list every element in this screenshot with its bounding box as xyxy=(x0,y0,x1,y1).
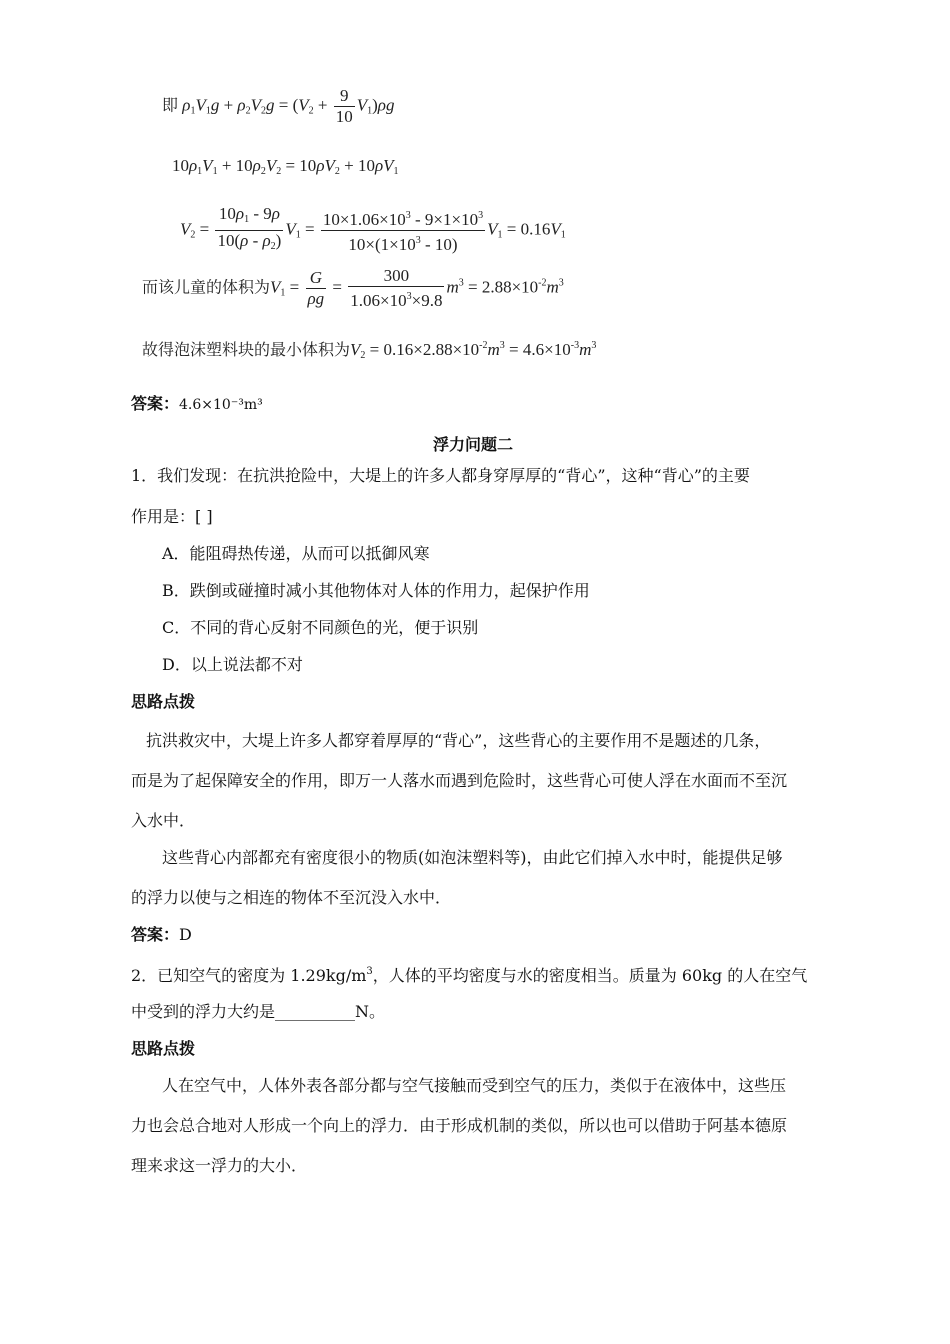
q1-hint-p1-line-3: 入水中． xyxy=(131,811,196,830)
q1-hint-p1-line-1: 抗洪救灾中，大堤上许多人都穿着厚厚的“背心”，这些背心的主要作用不是题述的几条， xyxy=(146,731,771,750)
q1-hint-p2-line-1: 这些背心内部都充有密度很小的物质(如泡沫塑料等)，由此它们掉入水中时，能提供足够 xyxy=(162,848,783,867)
equation-1-prefix: 即 xyxy=(162,95,179,115)
equation-3: $V_2$ = $\frac{10\rho_1 - 9\rho}{10(\rho - \rho_2)}$ $V_1$ = $\frac{10\times 1.06\times 10^3 - 9\times 1\times 10^3}{10\times(1\times 10^3 - 10)}$ $V_1 = 0.16V_1$ xyxy=(180,204,566,254)
q1-hint-p1-line-2: 而是为了起保障安全的作用，即万一人落水而遇到危险时，这些背心可使人浮在水面而不至沉 xyxy=(131,771,788,790)
answer-1-value: 4.6×10⁻³m³ xyxy=(179,397,263,413)
equation-2: $10\rho_1V_1 + 10\rho_2V_2 = 10\rho V_2 + 10\rho V_1$ xyxy=(172,156,399,177)
q2-line-1-sup: 3 xyxy=(366,966,373,977)
q2-line-2: 中受到的浮力大约是__________N。 xyxy=(131,1002,386,1021)
q1-line-2: 作用是：[ ] xyxy=(131,507,213,526)
q1-option-c: C．不同的背心反射不同颜色的光，便于识别 xyxy=(162,618,479,637)
q1-line-1: 1．我们发现：在抗洪抢险中，大堤上的许多人都身穿厚厚的“背心”，这种“背心”的主要 xyxy=(131,466,750,485)
q2-hint-line-1: 人在空气中，人体外表各部分都与空气接触而受到空气的压力，类似于在液体中，这些压 xyxy=(162,1076,787,1095)
q1-answer-value: D xyxy=(179,925,192,944)
answer-1-label: 答案： xyxy=(131,394,180,413)
equation-5-prefix: 故得泡沫塑料块的最小体积为 xyxy=(142,340,351,359)
equation-4-prefix: 而该儿童的体积为 xyxy=(142,277,271,297)
q2-hint-line-2: 力也会总合地对人形成一个向上的浮力．由于形成机制的类似，所以也可以借助于阿基本德原 xyxy=(131,1116,788,1135)
q1-hint-label: 思路点拨 xyxy=(131,692,196,711)
q1-answer-label: 答案： xyxy=(131,925,180,944)
q2-line-1-b: ，人体的平均密度与水的密度相当。质量为 60kg 的人在空气 xyxy=(372,966,808,985)
q2-line-1-a: 2．已知空气的密度为 1.29kg/m xyxy=(131,966,367,985)
q2-hint-line-3: 理来求这一浮力的大小． xyxy=(131,1156,308,1175)
equation-1: 即 $\rho_1V_1g + \rho_2V_2g = (V_2$ + $\frac{9}{10}$ $V_1)\rho g$ xyxy=(162,86,395,126)
q1-option-b: B．跌倒或碰撞时减小其他物体对人体的作用力，起保护作用 xyxy=(162,581,590,600)
q1-option-d: D．以上说法都不对 xyxy=(162,655,303,674)
q1-answer xyxy=(131,925,192,945)
answer-1 xyxy=(131,394,263,415)
q1-hint-p2-line-2: 的浮力以使与之相连的物体不至沉没入水中． xyxy=(131,888,452,907)
q2-line-1 xyxy=(131,962,807,986)
q1-option-a: A．能阻碍热传递，从而可以抵御风寒 xyxy=(162,544,430,563)
q2-hint-label: 思路点拨 xyxy=(131,1039,196,1058)
equation-5: 故得泡沫塑料块的最小体积为$V_2 = 0.16\times 2.88\times 10^{-2}m^3 = 4.6\times 10^{-3}m^3$ xyxy=(142,340,597,361)
section-title: 浮力问题二 xyxy=(433,435,514,454)
equation-4: 而该儿童的体积为$V_1$ = $\frac{G}{\rho g}$ = $\frac{300}{1.06\times 10^3\times 9.8}$ $m^3 = 2.88\times 10^{-2}m^3$ xyxy=(142,266,564,310)
